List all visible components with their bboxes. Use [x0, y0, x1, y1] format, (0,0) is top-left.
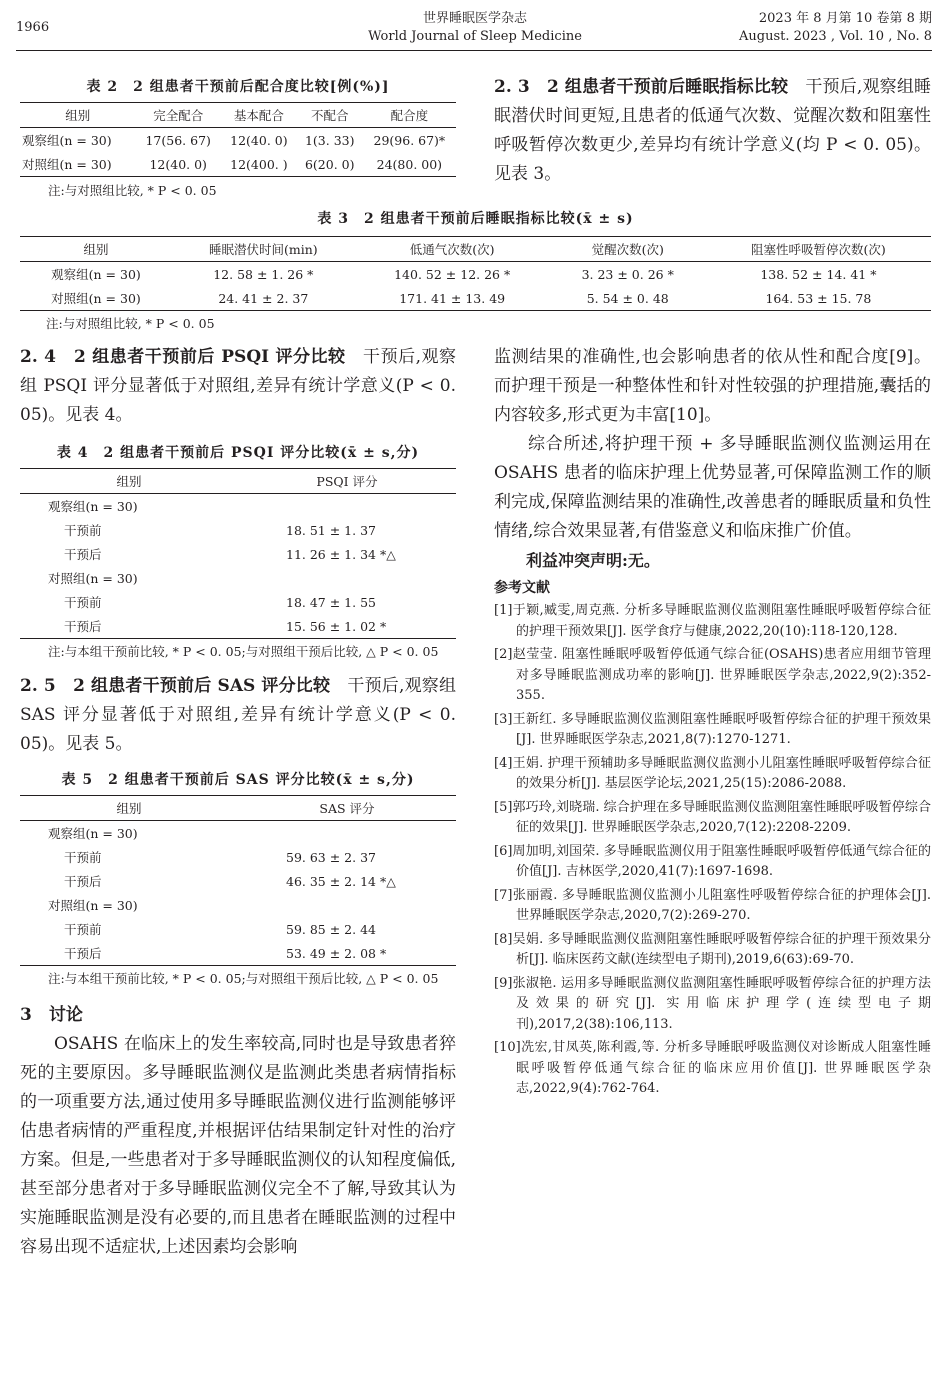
table2-header: 配合度 — [363, 103, 456, 128]
section-2-3-heading: 2. 3 2 组患者干预前后睡眠指标比较 — [494, 77, 789, 97]
table-row: 观察组(n = 30) 12. 58 ± 1. 26 * 140. 52 ± 12. 26 * 3. 23 ± 0. 26 * 138. 52 ± 14. 41 * — [51, 266, 877, 282]
section-2-4 — [20, 343, 456, 430]
table2-note: 注:与对照组比较, * P < 0. 05 — [48, 183, 217, 198]
table-row: 观察组(n = 30) 17(56. 67) 12(40. 0) 1(3. 33) 29(96. 67)* — [22, 132, 446, 148]
reference-item: [9]张淑艳. 运用多导睡眠监测仪监测阻塞性睡眠呼吸暂停综合征的护理方法及效果的研究[J]. 实用临床护理学(连续型电子期刊),2017,2(38):106,113. — [494, 975, 931, 1032]
page-number: 1966 — [16, 20, 50, 35]
section-2-4-heading: 2. 4 2 组患者干预前后 PSQI 评分比较 — [20, 347, 346, 367]
table4-caption: 表 4 2 组患者干预前后 PSQI 评分比较(x̄ ± s,分) — [56, 445, 420, 461]
section-2-4-text: 干预后,观察组 PSQI 评分显著低于对照组,差异有统计学意义(P < 0. 05)。见表 4。 — [20, 347, 456, 425]
table-row: 干预后 53. 49 ± 2. 08 * — [20, 941, 456, 966]
table-row: 干预前 18. 47 ± 1. 55 — [64, 594, 376, 610]
reference-item: [1]于颖,臧雯,周克燕. 分析多导睡眠监测仪监测阻塞性睡眠呼吸暂停综合征的护理干预效果[J]. 医学食疗与健康,2022,20(10):118-120,128. — [494, 603, 931, 639]
section-3-paragraph-2: 综合所述,将护理干预 + 多导睡眠监测仪监测运用在 OSAHS 患者的临床护理上优势显著,可保障监测工作的顺利完成,保障监测结果的准确性,改善患者的睡眠质量和负性情绪,综合效果显著,有借鉴意义和临床推广价值。 — [494, 434, 931, 541]
table2 — [20, 102, 456, 177]
table3-header: 组别 — [20, 237, 172, 262]
table5-header: 组别 — [20, 796, 238, 821]
issue-info-cn: 2023 年 8 月第 10 卷第 8 期 — [758, 11, 932, 26]
table3-caption: 表 3 2 组患者干预前后睡眠指标比较(x̄ ± s) — [317, 211, 634, 227]
table3-header: 阻塞性呼吸暂停次数(次) — [706, 237, 931, 262]
left-column — [20, 343, 456, 1262]
section-3-paragraph-1-cont: 监测结果的准确性,也会影响患者的依从性和配合度[9]。而护理干预是一种整体性和针对性较强的护理措施,囊括的内容较多,形式更为丰富[10]。 — [494, 347, 931, 425]
table3-header: 低通气次数(次) — [355, 237, 550, 262]
section-3-heading: 3 讨论 — [20, 1005, 83, 1025]
table-row: 对照组(n = 30) — [48, 571, 138, 586]
journal-title-cn: 世界睡眠医学杂志 — [422, 11, 527, 26]
reference-item: [7]张丽霞. 多导睡眠监测仪监测小儿阻塞性呼吸暂停综合征的护理体会[J]. 世界睡眠医学杂志,2020,7(2):269-270. — [494, 887, 931, 923]
table3-note: 注:与对照组比较, * P < 0. 05 — [46, 316, 215, 331]
conflict-statement: 利益冲突声明:无。 — [526, 551, 660, 570]
table4-note: 注:与本组干预前比较, * P < 0. 05;与对照组干预后比较, △ P < 0. 05 — [48, 644, 439, 659]
table-row: 对照组(n = 30) 12(40. 0) 12(400. ) 6(20. 0) 24(80. 00) — [20, 152, 456, 177]
references-title: 参考文献 — [494, 580, 550, 596]
table4-header: 组别 — [20, 469, 238, 494]
table3-header: 睡眠潜伏时间(min) — [172, 237, 355, 262]
issue-info-en: August. 2023 , Vol. 10 , No. 8 — [739, 29, 932, 44]
table5-caption: 表 5 2 组患者干预前后 SAS 评分比较(x̄ ± s,分) — [61, 772, 415, 788]
section-2-5-heading: 2. 5 2 组患者干预前后 SAS 评分比较 — [20, 676, 331, 696]
table5-note: 注:与本组干预前比较, * P < 0. 05;与对照组干预后比较, △ P < 0. 05 — [48, 971, 439, 986]
header-rule — [16, 50, 932, 51]
table4 — [20, 468, 456, 639]
table-row: 干预前 59. 63 ± 2. 37 — [64, 849, 376, 865]
table2-caption: 表 2 2 组患者干预前后配合度比较[例(%)] — [86, 79, 390, 95]
table5 — [20, 795, 456, 966]
table5-header: SAS 评分 — [238, 796, 456, 821]
section-2-3-text: 干预后,观察组睡眠潜伏时间更短,且患者的低通气次数、觉醒次数和阻塞性呼吸暂停次数更少,差异均有统计学意义(均 P < 0. 05)。见表 3。 — [494, 77, 931, 184]
reference-item: [4]王娟. 护理干预辅助多导睡眠监测仪监测小儿阻塞性睡眠呼吸暂停综合征的效果分析[J]. 基层医学论坛,2021,25(15):2086-2088. — [494, 755, 931, 791]
references-list — [494, 601, 931, 1100]
issue-info — [739, 10, 932, 46]
table3 — [20, 236, 931, 311]
table2-header: 不配合 — [297, 103, 363, 128]
table2-header: 组别 — [20, 103, 135, 128]
table-row: 对照组(n = 30) — [48, 898, 138, 913]
section-3-paragraph-1: OSAHS 在临床上的发生率较高,同时也是导致患者猝死的主要原因。多导睡眠监测仪是监测此类患者病情指标的一项重要方法,通过使用多导睡眠监测仪进行监测能够评估患者病情的严重程度,并根据评估结果制定针对性的治疗方案。但是,一些患者对于多导睡眠监测仪的认知程度偏低,甚至部分患者对于多导睡眠监测仪完全不了解,导致其认为实施睡眠监测是没有必要的,而且患者在睡眠监测的过程中容易出现不适症状,上述因素均会影响 — [20, 1034, 456, 1257]
table-row: 观察组(n = 30) — [48, 499, 138, 514]
reference-item: [3]王新红. 多导睡眠监测仪监测阻塞性睡眠呼吸暂停综合征的护理干预效果[J]. 世界睡眠医学杂志,2021,8(7):1270-1271. — [494, 711, 931, 747]
table-row: 干预后 11. 26 ± 1. 34 *△ — [64, 546, 396, 562]
reference-item: [10]冼宏,甘凤英,陈利霞,等. 分析多导睡眠呼吸监测仪对诊断成人阻塞性睡眠呼吸暂停低通气综合征的临床应用价值[J]. 世界睡眠医学杂志,2022,9(4):762-764. — [494, 1040, 931, 1096]
journal-title-en: World Journal of Sleep Medicine — [368, 29, 582, 44]
right-column — [494, 343, 931, 1103]
table3-block — [20, 208, 931, 334]
section-2-3 — [494, 73, 931, 189]
table-row: 干预后 15. 56 ± 1. 02 * — [20, 614, 456, 639]
table2-header: 基本配合 — [221, 103, 297, 128]
table-row: 干预前 18. 51 ± 1. 37 — [64, 522, 376, 538]
table2-block — [20, 76, 456, 201]
table-row: 干预后 46. 35 ± 2. 14 *△ — [64, 873, 396, 889]
section-2-5-text: 干预后,观察组 SAS 评分显著低于对照组,差异有统计学意义(P < 0. 05)。见表 5。 — [20, 676, 456, 754]
reference-item: [5]郭巧玲,刘晓瑞. 综合护理在多导睡眠监测仪监测阻塞性睡眠呼吸暂停综合征的效果[J]. 世界睡眠医学杂志,2020,7(12):2208-2209. — [494, 799, 931, 835]
table-row: 对照组(n = 30) 24. 41 ± 2. 37 171. 41 ± 13. 49 5. 54 ± 0. 48 164. 53 ± 15. 78 — [20, 286, 931, 311]
section-2-5 — [20, 672, 456, 759]
table3-header: 觉醒次数(次) — [550, 237, 706, 262]
reference-item: [2]赵莹莹. 阻塞性睡眠呼吸暂停低通气综合征(OSAHS)患者应用细节管理对多导睡眠监测成功率的影响[J]. 世界睡眠医学杂志,2022,9(2):352-355. — [494, 647, 931, 703]
table4-header: PSQI 评分 — [238, 469, 456, 494]
table-row: 干预前 59. 85 ± 2. 44 — [64, 921, 376, 937]
reference-item: [8]吴娟. 多导睡眠监测仪监测阻塞性睡眠呼吸暂停综合征的护理干预效果分析[J]. 临床医药文献(连续型电子期刊),2019,6(63):69-70. — [494, 931, 931, 967]
reference-item: [6]周加明,刘国荣. 多导睡眠监测仪用于阻塞性睡眠呼吸暂停低通气综合征的价值[J]. 吉林医学,2020,41(7):1697-1698. — [494, 843, 931, 879]
table2-header: 完全配合 — [135, 103, 221, 128]
table-row: 观察组(n = 30) — [48, 826, 138, 841]
